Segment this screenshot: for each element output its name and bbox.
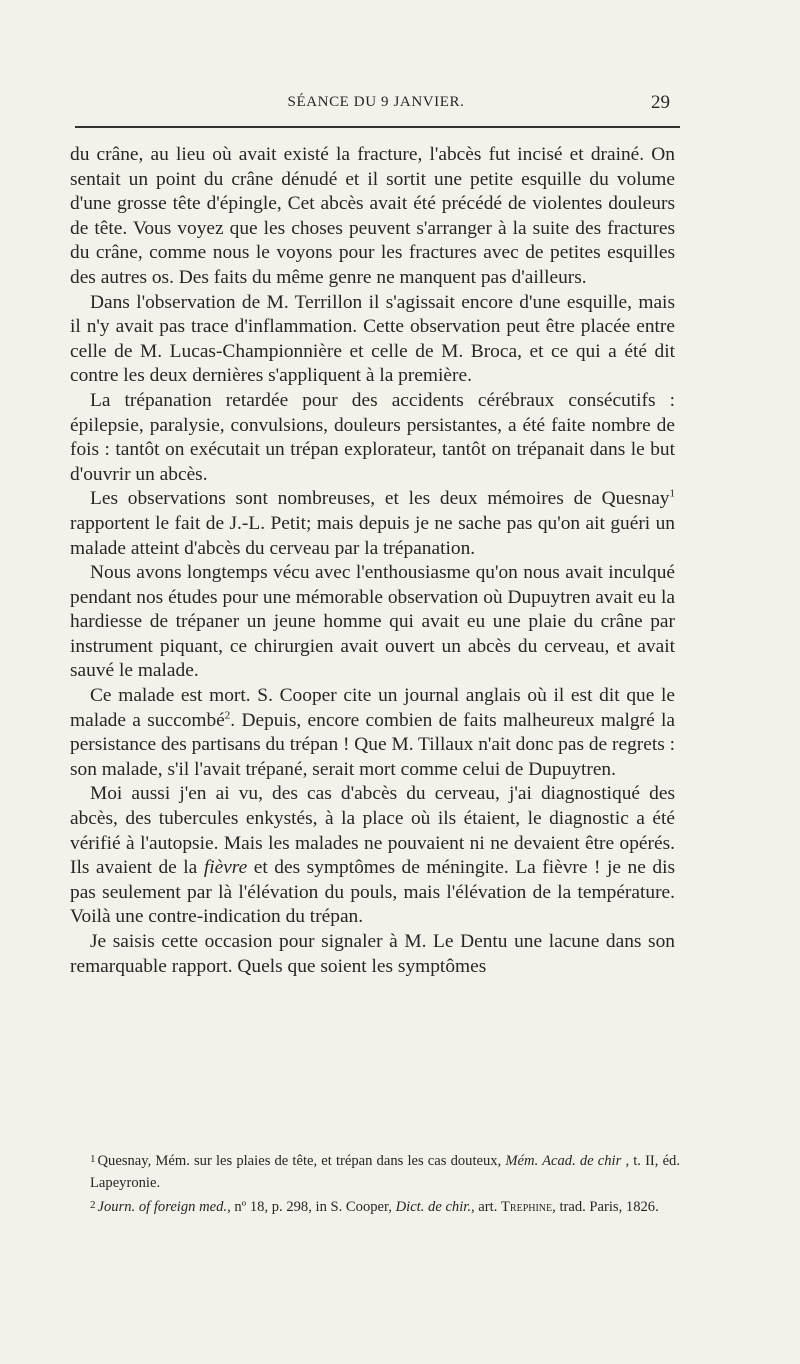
paragraph-6-text-a: Ce malade est mort. S. Cooper cite un journal anglais où il est dit que le malade a succombé xyxy=(70,685,675,731)
paragraph-6 xyxy=(70,684,675,782)
footnote-2-number: 2 xyxy=(90,1199,96,1211)
footnote-1-number: 1 xyxy=(90,1153,96,1165)
paragraph-7-text-a: Moi aussi j'en ai vu, des cas d'abcès du cerveau, j'ai diagnostiqué des abcès, des tubercules enkystés, à la place où ils étaient, le diagnostic a été vérifié à l'autopsie. Mais les malades ne pouvaient ni ne devaient être opérés. Ils avaient de la xyxy=(70,783,675,879)
footnote-2 xyxy=(90,1194,680,1218)
header-title: SÉANCE DU 9 JANVIER. xyxy=(287,94,465,110)
paragraph-2: Dans l'observation de M. Terrillon il s'agissait encore d'une esquille, mais il n'y avait pas trace d'inflammation. Cette observation peut être placée entre celle de M. Lucas-Championnière et celle de M. Broca, et ce qui a été dit contre les deux dernières s'appliquent à la première. xyxy=(70,291,675,387)
footnote-1-part-a: Quesnay, Mém. sur les plaies de tête, et trépan dans les cas douteux, xyxy=(97,1153,506,1169)
footnote-2-part-a: Journ. of foreign med. xyxy=(97,1199,228,1215)
footnote-2-part-e: Trephine xyxy=(501,1199,553,1215)
footnote-1-part-b: Mém. Acad. de chir xyxy=(505,1153,622,1169)
paragraph-4 xyxy=(70,487,675,561)
footnotes xyxy=(90,1148,680,1218)
footnote-1-part-c: , t. II, éd. Lapeyronie. xyxy=(90,1153,681,1191)
footnote-2-part-d: , art. xyxy=(471,1199,501,1215)
running-header xyxy=(72,90,680,116)
footnote-2-part-c: Dict. de chir. xyxy=(395,1199,471,1215)
paragraph-8: Je saisis cette occasion pour signaler à M. Le Dentu une lacune dans son remarquable rapport. Quels que soient les symptômes xyxy=(70,931,675,977)
paragraph-7 xyxy=(70,782,675,930)
paragraph-3: La trépanation retardée pour des accidents cérébraux consécutifs : épilepsie, paralysie, convulsions, douleurs persistantes, a été faite nombre de fois : tantôt on exécutait un trépan explorateur, tantôt on trépanait dans le but d'ouvrir un abcès. xyxy=(70,389,675,485)
footnote-1 xyxy=(90,1148,680,1194)
footnote-2-part-b: , nº 18, p. 298, in S. Cooper, xyxy=(227,1199,396,1215)
paragraph-7-italic: fièvre xyxy=(203,857,248,879)
footnote-ref-2: 2 xyxy=(224,709,231,722)
paragraph-7-text-b: et des symptômes de méningite. La fièvre ! je ne dis pas seulement par là l'élévation du pouls, mais l'élévation de la température. Voilà une contre-indication du trépan. xyxy=(70,857,676,928)
page-number: 29 xyxy=(651,92,670,113)
body-text xyxy=(70,143,675,979)
paragraph-5: Nous avons longtemps vécu avec l'enthousiasme qu'on nous avait inculqué pendant nos études pour une mémorable observation où Dupuytren avait eu la hardiesse de trépaner un jeune homme qui avait eu une plaie du crâne par instrument piquant, ce chirurgien avait ouvert un abcès du cerveau, et avait sauvé le malade. xyxy=(70,562,675,682)
header-rule xyxy=(75,126,680,128)
paragraph-1: du crâne, au lieu où avait existé la fracture, l'abcès fut incisé et drainé. On sentait un point du crâne dénudé et il sortit une petite esquille du volume d'une grosse tête d'épingle, Cet abcès avait été précédé de violentes douleurs de tête. Vous voyez que les choses peuvent s'arranger à la suite des fractures du crâne, comme nous le voyons pour les fractures avec de petites esquilles des autres os. Des faits du même genre ne manquent pas d'ailleurs. xyxy=(70,144,675,288)
paragraph-4-text-b: rapportent le fait de J.-L. Petit; mais depuis je ne sache pas qu'on ait guéri un malade atteint d'abcès du cerveau par la trépanation. xyxy=(70,512,675,559)
paragraph-6-text-b: . Depuis, encore combien de faits malheureux malgré la persistance des partisans du trépan ! Que M. Tillaux n'ait donc pas de regrets : son malade, s'il l'avait trépané, serait mort comme celui de Dupuytren. xyxy=(70,709,676,780)
footnote-2-part-f: , trad. Paris, 1826. xyxy=(552,1199,659,1215)
footnote-ref-1: 1 xyxy=(669,487,675,500)
paragraph-4-text-a: Les observations sont nombreuses, et les deux mémoires de Quesnay xyxy=(90,488,670,510)
